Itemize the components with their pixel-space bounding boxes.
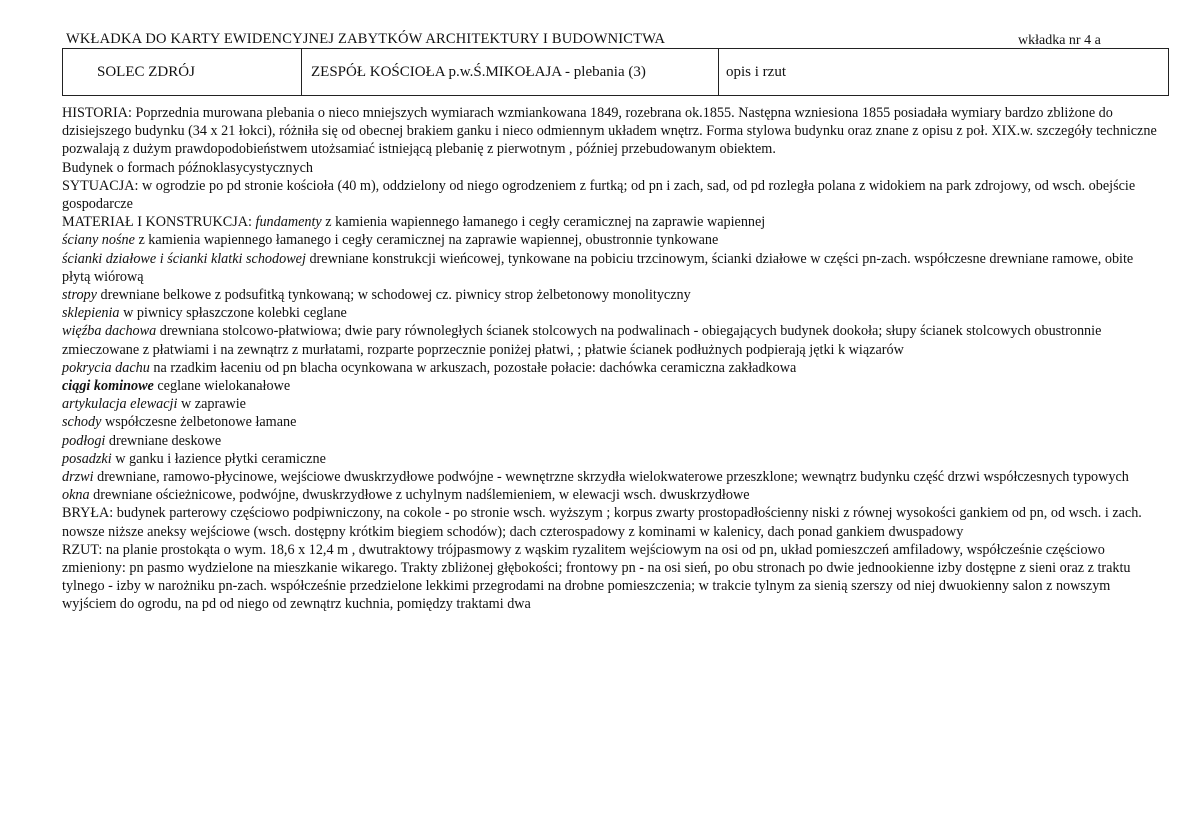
sytuacja-paragraph: SYTUACJA: w ogrodzie po pd stronie kościoła (40 m), oddzielony od niego ogrodzeniem z furtką; od pn i zach, sad, od pd rozległa polana z widokiem na park zdrojowy, od wsch. obejście gospodarcze bbox=[62, 177, 1136, 213]
material-text: drewniane konstrukcji wieńcowej, tynkowane na pobiciu trzcinowym, ścianki działowe w części pn-zach. współczesne drewniane ramowe, obite płytą wiórową bbox=[62, 250, 1134, 285]
material-label: stropy bbox=[62, 287, 97, 304]
material-text: w piwnicy spłaszczone kolebki ceglane bbox=[119, 305, 347, 322]
material-item bbox=[62, 432, 1162, 450]
material-text: z kamienia wapiennego łamanego i cegły ceramicznej na zaprawie wapiennej bbox=[321, 214, 766, 231]
material-item bbox=[62, 377, 1162, 395]
material-label: podłogi bbox=[62, 432, 106, 449]
material-item bbox=[62, 304, 1162, 322]
style-paragraph: Budynek o formach późnoklasycystycznych bbox=[62, 159, 313, 176]
material-item bbox=[62, 359, 1162, 377]
document-body bbox=[62, 104, 1162, 614]
material-label: posadzki bbox=[62, 450, 112, 467]
material-label: więźba dachowa bbox=[62, 323, 157, 340]
material-text: na rzadkim łaceniu od pn blacha ocynkowana w arkuszach, pozostałe połacie: dachówka ceramiczna zakładkowa bbox=[149, 359, 797, 376]
material-item bbox=[62, 450, 1162, 468]
material-text: z kamienia wapiennego łamanego i cegły ceramicznej na zaprawie wapiennej, obustronnie tynkowane bbox=[134, 232, 719, 249]
material-item bbox=[62, 413, 1162, 431]
material-item bbox=[62, 468, 1162, 486]
material-text: drewniane belkowe z podsufitką tynkowaną; w schodowej cz. piwnicy strop żelbetonowy monolityczny bbox=[96, 287, 691, 304]
place-cell: SOLEC ZDRÓJ bbox=[63, 49, 302, 95]
material-label: artykulacja elewacji bbox=[62, 396, 178, 413]
material-item bbox=[62, 231, 1162, 249]
material-label: drzwi bbox=[62, 469, 94, 486]
material-item bbox=[62, 213, 1162, 231]
document-title: WKŁADKA DO KARTY EWIDENCYJNEJ ZABYTKÓW ARCHITEKTURY I BUDOWNICTWA bbox=[66, 31, 666, 47]
material-label: ściany nośne bbox=[62, 232, 135, 249]
material-label: ścianki działowe i ścianki klatki schodowej bbox=[62, 250, 306, 267]
material-text: drewniana stolcowo-płatwiowa; dwie pary równoległych ścianek stolcowych na podwalinach - obiegających budynek dookoła; słupy ścianek stolcowych obustronnie zmieczowane z płatwiami i na zewnątrz z murłatami, rozparte poprzecznie poniżej płatwi, ; płatwie ścianek podłużnych podpierają jętki k wiązarów bbox=[62, 323, 1102, 358]
material-text: drewniane ościeżnicowe, podwójne, dwuskrzydłowe z uchylnym nadślemieniem, w elewacji wsch. dwuskrzydłowe bbox=[89, 487, 750, 504]
sheet-number: wkładka nr 4 a bbox=[1018, 33, 1101, 48]
content-cell: opis i rzut bbox=[726, 64, 786, 80]
material-item bbox=[62, 286, 1162, 304]
object-cell: ZESPÓŁ KOŚCIOŁA p.w.Ś.MIKOŁAJA - plebania (3) bbox=[302, 49, 719, 95]
material-text: w zaprawie bbox=[177, 396, 246, 413]
material-text: w ganku i łazience płytki ceramiczne bbox=[111, 450, 326, 467]
material-item bbox=[62, 250, 1162, 286]
material-item bbox=[62, 395, 1162, 413]
material-label: schody bbox=[62, 414, 102, 431]
material-item bbox=[62, 486, 1162, 504]
material-text: drewniane deskowe bbox=[105, 432, 222, 449]
material-item bbox=[62, 322, 1162, 358]
material-label: pokrycia dachu bbox=[62, 359, 150, 376]
material-heading: MATERIAŁ I KONSTRUKCJA: bbox=[62, 214, 252, 231]
header-table bbox=[62, 48, 1169, 96]
material-text: drewniane, ramowo-płycinowe, wejściowe dwuskrzydłowe podwójne - wewnętrzne skrzydła wielokwaterowe przeszklone; wewnątrz budynku część drzwi współczesnych typowych bbox=[93, 469, 1129, 486]
material-text: ceglane wielokanałowe bbox=[153, 378, 291, 395]
material-label: fundamenty bbox=[255, 214, 322, 231]
rzut-paragraph: RZUT: na planie prostokąta o wym. 18,6 x 12,4 m , dwutraktowy trójpasmowy z wąskim ryzalitem wejściowym na osi od pn, układ pomieszczeń amfiladowy, współcześnie częściowo zmieniony: pn pasmo wydzielone na mieszkanie wikarego. Trakty zbliżonej głębokości; frontowy pn - na osi sień, po obu stronach po dwie jednookienne izby dostępne z sieni oraz z traktu tylnego - izby w narożniku pn-zach. współcześnie przedzielone lekkimi przegrodami na drobne pomieszczenia; w trakcie tylnym za sienią szerszy od niej dwuokienny salon z nowszym wyjściem do ogrodu, na pd od niego od zewnątrz kuchnia, pomiędzy traktami dwa bbox=[62, 541, 1131, 613]
material-text: współczesne żelbetonowe łamane bbox=[101, 414, 297, 431]
material-label: okna bbox=[62, 487, 90, 504]
material-label: sklepienia bbox=[62, 305, 120, 322]
material-label: ciągi kominowe bbox=[62, 378, 154, 395]
bryla-paragraph: BRYŁA: budynek parterowy częściowo podpiwniczony, na cokole - po stronie wsch. wyższym ; korpus zwarty prostopadłościenny niski z równej wysokości gankiem od pn, od wsch. i zach. nowsze niższe aneksy wejściowe (wsch. dostępny krótkim biegiem schodów); dach czterospadowy z kominami w kalenicy, dach ponad gankiem dwuspadowy bbox=[62, 505, 1142, 540]
historia-paragraph: HISTORIA: Poprzednia murowana plebania o nieco mniejszych wymiarach wzmiankowana 1849, rozebrana ok.1855. Następna wzniesiona 1855 posiadała wymiary bardzo zbliżone do dzisiejszego budynku (34 x 21 łokci), różniła się od obecnej brakiem ganku i nieco odmiennym układem wnętrz. Forma stylowa budynku oraz znane z opisu z poł. XIX.w. szczegóły techniczne pozwalają z dużym prawdopodobieństwem utożsamiać istniejącą plebanię z pierwotnym , później przebudowanym obiektem. bbox=[62, 105, 1157, 158]
